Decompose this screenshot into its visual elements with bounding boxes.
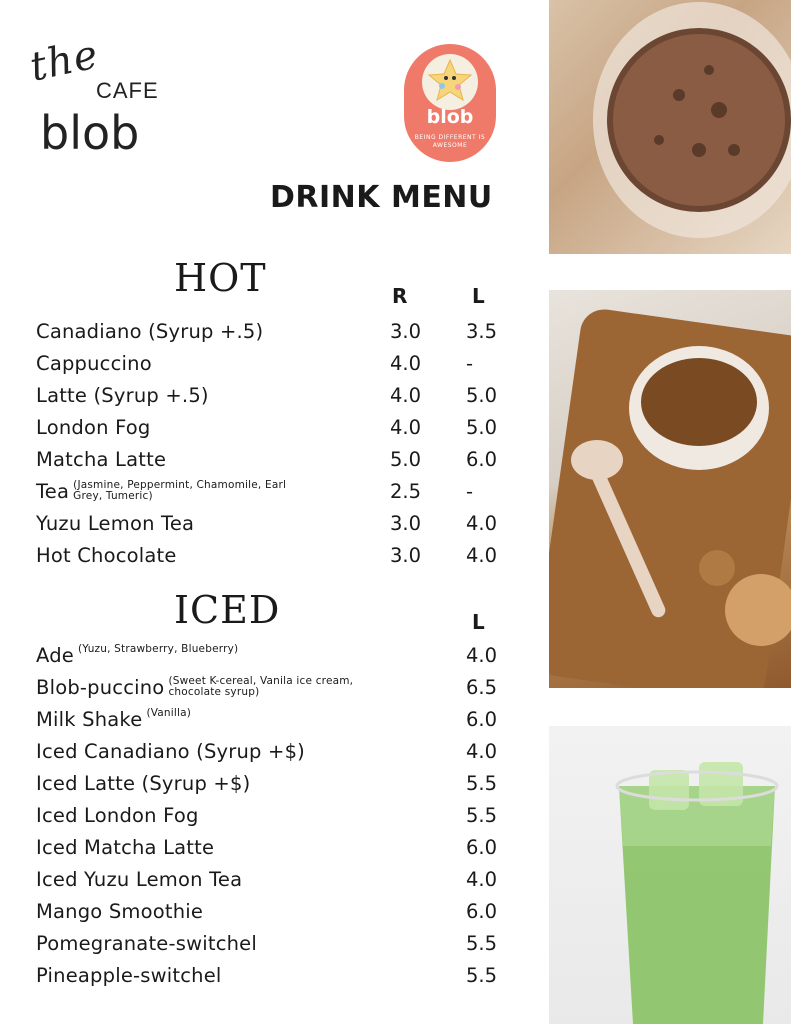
price-regular: 3.0 [390, 512, 422, 535]
item-name: Yuzu Lemon Tea [36, 512, 195, 535]
hot-item [36, 320, 516, 348]
iced-item [36, 836, 516, 864]
price-large: 5.0 [466, 384, 498, 407]
item-name: Pomegranate-switchel [36, 932, 257, 955]
item-name: Milk Shake [36, 708, 143, 731]
item-note: (Yuzu, Strawberry, Blueberry) [77, 643, 239, 655]
tea-cup-photo [549, 290, 791, 688]
price-large: 6.0 [466, 708, 498, 731]
item-name: Hot Chocolate [36, 544, 177, 567]
price-large: 5.5 [466, 964, 498, 987]
price-large: - [466, 480, 474, 503]
hot-col-l: L [472, 284, 485, 308]
price-large: - [466, 352, 474, 375]
price-large: 4.0 [466, 512, 498, 535]
hot-item [36, 416, 516, 444]
item-name: Iced Yuzu Lemon Tea [36, 868, 243, 891]
item-name: Iced London Fog [36, 804, 199, 827]
hot-item [36, 544, 516, 572]
price-large: 5.5 [466, 932, 498, 955]
brand-cafe: CAFE [96, 78, 159, 103]
iced-item [36, 932, 516, 960]
item-note: (Vanilla) [146, 707, 192, 719]
price-regular: 3.0 [390, 544, 422, 567]
hot-item [36, 384, 516, 412]
iced-item [36, 708, 516, 736]
item-note: (Sweet K-cereal, Vanila ice cream, chocolate syrup) [168, 675, 354, 698]
item-note: (Jasmine, Peppermint, Chamomile, Earl Grey, Tumeric) [73, 479, 287, 502]
item-name: Cappuccino [36, 352, 152, 375]
hot-item [36, 480, 516, 508]
brand-blob: blob [40, 106, 140, 160]
hot-item [36, 448, 516, 476]
price-regular: 3.0 [390, 320, 422, 343]
price-large: 4.0 [466, 544, 498, 567]
item-name: Pineapple-switchel [36, 964, 222, 987]
logo-tagline: BEING DIFFERENT IS AWESOME [414, 134, 486, 149]
price-regular: 5.0 [390, 448, 422, 471]
item-name: Tea [36, 480, 70, 503]
blob-logo-badge [404, 44, 496, 162]
item-name: Blob-puccino [36, 676, 165, 699]
price-large: 6.0 [466, 448, 498, 471]
logo-word: blob [426, 106, 474, 128]
item-name: Iced Canadiano (Syrup +$) [36, 740, 305, 763]
price-large: 6.5 [466, 676, 498, 699]
price-large: 6.0 [466, 836, 498, 859]
item-name-with-note [36, 644, 338, 667]
price-large: 5.0 [466, 416, 498, 439]
iced-col-l: L [472, 610, 485, 634]
price-regular: 4.0 [390, 416, 422, 439]
item-name-with-note [36, 676, 404, 699]
hot-item [36, 512, 516, 540]
iced-matcha-photo [549, 726, 791, 1024]
hot-heading: HOT [174, 256, 267, 300]
item-name-with-note [36, 708, 266, 731]
price-large: 4.0 [466, 644, 498, 667]
hot-col-r: R [392, 284, 408, 308]
hot-chocolate-photo [549, 0, 791, 254]
price-large: 5.5 [466, 804, 498, 827]
iced-item [36, 644, 516, 672]
item-name: Latte (Syrup +.5) [36, 384, 209, 407]
item-name: London Fog [36, 416, 151, 439]
item-name: Ade [36, 644, 74, 667]
price-regular: 4.0 [390, 384, 422, 407]
brand-the: the [25, 31, 103, 91]
iced-item [36, 964, 516, 992]
hot-item [36, 352, 516, 380]
price-large: 3.5 [466, 320, 498, 343]
menu-title: DRINK MENU [270, 180, 493, 215]
item-name: Iced Latte (Syrup +$) [36, 772, 251, 795]
item-name: Iced Matcha Latte [36, 836, 215, 859]
iced-heading: ICED [174, 588, 281, 632]
price-regular: 2.5 [390, 480, 422, 503]
iced-item [36, 676, 516, 704]
star-mascot-icon [422, 54, 478, 110]
iced-item [36, 900, 516, 928]
iced-item [36, 868, 516, 896]
price-large: 5.5 [466, 772, 498, 795]
item-name: Mango Smoothie [36, 900, 204, 923]
iced-item [36, 804, 516, 832]
iced-item [36, 772, 516, 800]
iced-item [36, 740, 516, 768]
price-regular: 4.0 [390, 352, 422, 375]
item-name: Matcha Latte [36, 448, 167, 471]
price-large: 6.0 [466, 900, 498, 923]
item-name: Canadiano (Syrup +.5) [36, 320, 264, 343]
item-name-with-note [36, 480, 303, 503]
price-large: 4.0 [466, 740, 498, 763]
price-large: 4.0 [466, 868, 498, 891]
